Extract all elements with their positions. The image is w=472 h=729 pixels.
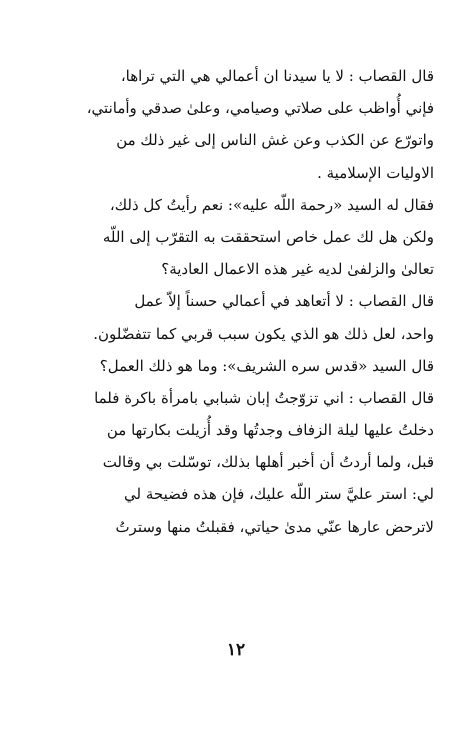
text-line: لي: استر عليَّ ستر اللّه عليك، فإن هذه فضيحة لي: [124, 485, 434, 504]
text-line: قال القصاب : لا أتعاهد في أعمالي حسناً إلاّ عمل: [134, 292, 434, 311]
text-line: قال السيد «قدس سره الشريف»: وما هو ذلك العمل؟: [99, 356, 434, 375]
text-line: ولكن هل لك عمل خاص استحققت به التقرّب إلى اللّه: [102, 227, 434, 246]
text-line: فإني أُواظب على صلاتي وصيامي، وعلىٰ صدقي وأمانتي،: [86, 99, 434, 118]
text-line: فقال له السيد «رحمة اللّه عليه»: نعم رأيتُ كل ذلك،: [109, 195, 434, 214]
text-line: تعالىٰ والزلفىٰ لديه غير هذه الاعمال العادية؟: [161, 260, 434, 279]
text-line: لاترحض عارها عنّي مدىٰ حياتي، فقبلتُ منها وسترتُ: [115, 517, 434, 536]
page-number: ١٢: [226, 640, 246, 660]
body-text: [14, 60, 434, 543]
text-line: قال القصاب : لا يا سيدنا ان أعمالي هي التي تراها،: [120, 67, 434, 85]
text-line: واتورّع عن الكذب وعن غش الناس إلى غير ذلك من: [116, 131, 434, 150]
text-line: دخلتُ عليها ليلة الزفاف وجدتُها وقد أُزيلت بكارتها من: [106, 421, 434, 440]
text-line: قال القصاب : اني تزوّجتُ إبان شبابي بامرأة باكرة فلما: [94, 388, 434, 407]
text-line: واحد، لعل ذلك هو الذي يكون سبب قربي كما تتفضّلون.: [93, 324, 434, 343]
text-line: الاوليات الإسلامية .: [317, 163, 434, 182]
text-line: قبل، ولما أردتُ أن أخبر أهلها بذلك، توسّلت بي وقالت: [102, 453, 434, 472]
